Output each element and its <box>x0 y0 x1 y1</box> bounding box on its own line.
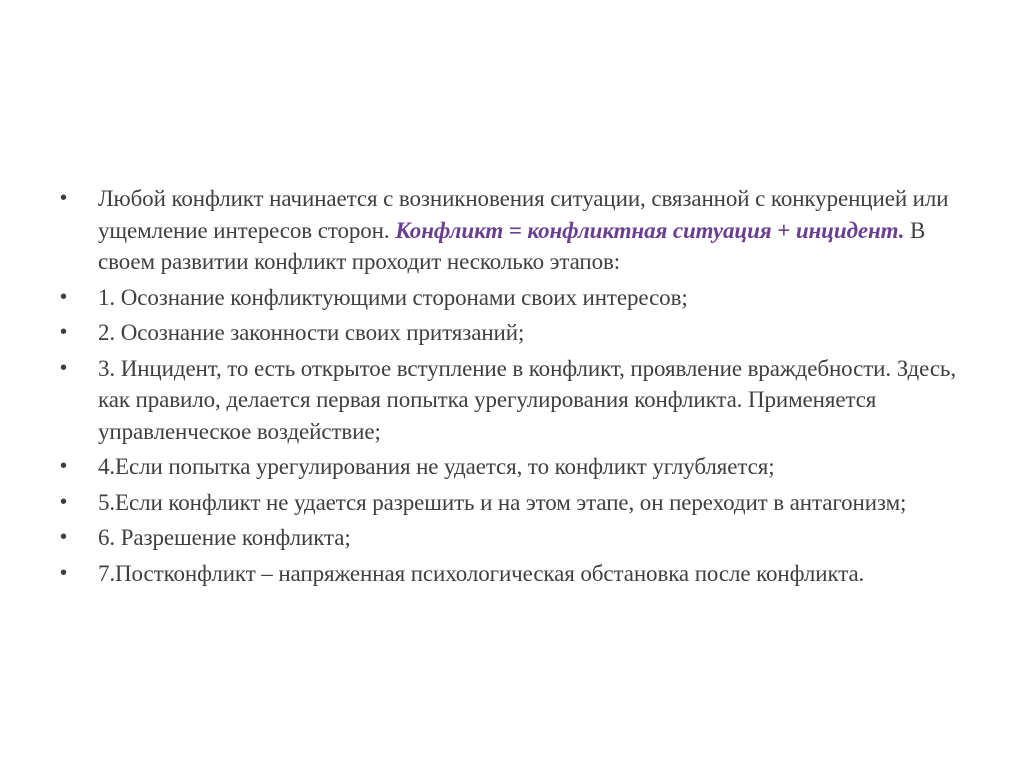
bullet-point-icon: • <box>60 526 67 548</box>
bullet-item-stage-5 <box>60 487 980 519</box>
stage-text: 4.Если попытка урегулирования не удается, то конфликт углубляется; <box>98 454 775 479</box>
bullet-item-stage-3 <box>60 353 980 448</box>
bullet-item-stage-1 <box>60 282 980 314</box>
bullet-point-icon: • <box>60 455 67 477</box>
bullet-item-stage-7 <box>60 558 980 590</box>
bullet-point-icon: • <box>60 356 67 379</box>
bullet-list <box>60 183 980 593</box>
bullet-item-stage-4 <box>60 451 980 483</box>
stage-text: 1. Осознание конфликтующими сторонами своих интересов; <box>98 284 688 310</box>
bullet-item-stage-2 <box>60 317 980 349</box>
stage-text: 2. Осознание законности своих притязаний; <box>98 320 525 345</box>
stage-text: 5.Если конфликт не удается разрешить и на этом этапе, он переходит в антагонизм; <box>98 489 907 515</box>
bullet-point-icon: • <box>60 321 67 343</box>
intro-text-after: В своем развитии конфликт проходит несколько этапов: <box>98 217 926 274</box>
stage-text: 6. Разрешение конфликта; <box>98 525 351 550</box>
intro-text: Любой конфликт начинается с возникновения ситуации, связанной с конкуренцией или ущемление интересов сторон. <box>98 186 949 243</box>
stage-text: 3. Инцидент, то есть открытое вступление в конфликт, проявление враждебности. Здесь, как правило, делается первая попытка урегулирования конфликта. Применяется управленческое воздействие; <box>98 355 956 444</box>
bullet-item-stage-6 <box>60 522 980 554</box>
bullet-point-icon: • <box>60 561 67 584</box>
bullet-point-icon: • <box>60 490 67 513</box>
stage-text: 7.Постконфликт – напряженная психологическая обстановка после конфликта. <box>98 560 865 586</box>
conflict-formula: Конфликт = конфликтная ситуация + инцидент. <box>395 217 905 243</box>
bullet-point-icon: • <box>60 285 67 308</box>
bullet-item-intro <box>60 183 980 278</box>
bullet-point-icon: • <box>60 187 67 209</box>
